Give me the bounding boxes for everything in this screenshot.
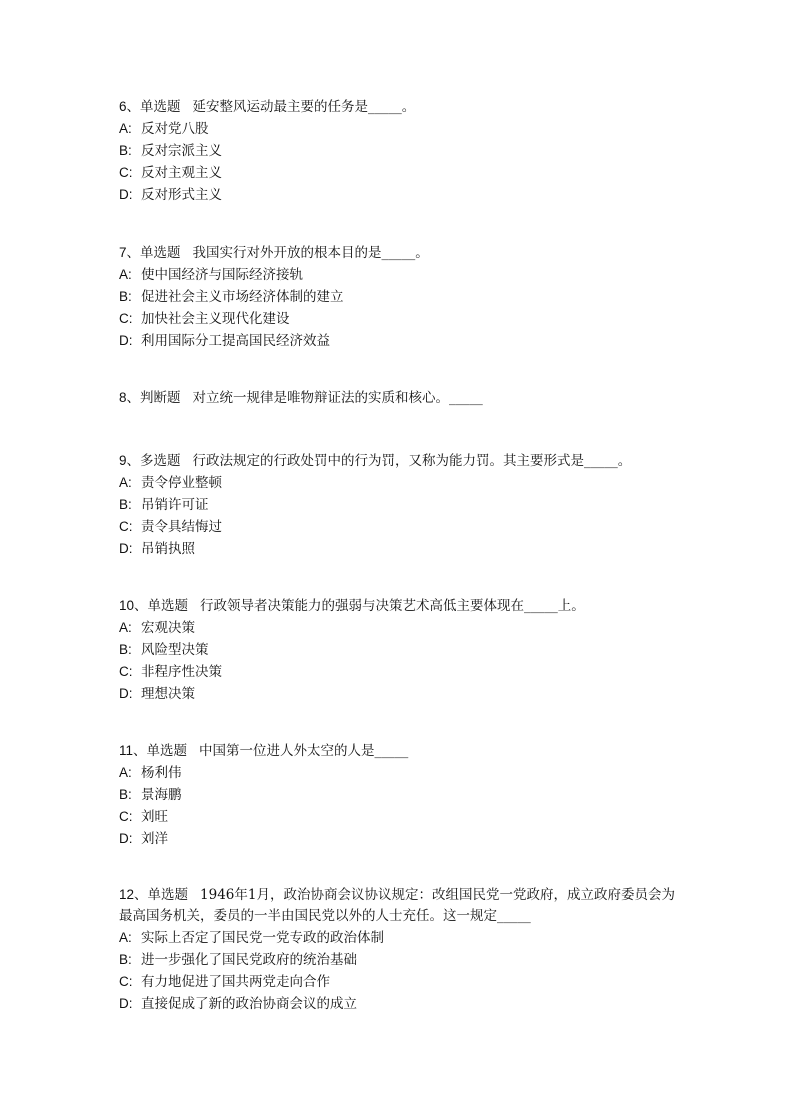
question-stem: 行政法规定的行政处罚中的行为罚，又称为能力罚。其主要形式是_____。 xyxy=(192,453,632,469)
question-8 xyxy=(119,387,679,409)
option-d xyxy=(119,683,679,705)
question-7 xyxy=(119,242,679,352)
option-label: C: xyxy=(119,809,133,824)
option-text: 有力地促进了国共两党走向合作 xyxy=(141,974,330,990)
option-label: C: xyxy=(119,974,133,989)
option-label: C: xyxy=(119,311,133,326)
option-text: 责令停业整顿 xyxy=(141,475,222,491)
question-type: 单选题 xyxy=(140,245,181,260)
option-text: 利用国际分工提高国民经济效益 xyxy=(141,333,330,349)
option-text: 实际上否定了国民党一党专政的政治体制 xyxy=(141,930,384,946)
option-text: 吊销许可证 xyxy=(141,497,209,513)
question-stem: 1946年1月，政治协商会议协议规定：改组国民党一党政府，成立政府委员会为最高国务机关，委员的一半由国民党以外的人士充任。这一规定_____ xyxy=(119,887,675,924)
option-label: B: xyxy=(119,952,132,967)
question-type: 单选题 xyxy=(147,598,189,613)
option-label: B: xyxy=(119,497,132,512)
option-a xyxy=(119,118,679,140)
option-c xyxy=(119,661,679,683)
question-12 xyxy=(119,884,679,1015)
option-label: D: xyxy=(119,996,133,1011)
option-text: 加快社会主义现代化建设 xyxy=(141,311,290,327)
option-b xyxy=(119,286,679,308)
option-label: B: xyxy=(119,143,132,158)
question-11 xyxy=(119,740,679,850)
option-text: 刘旺 xyxy=(141,809,168,825)
option-c xyxy=(119,162,679,184)
option-label: A: xyxy=(119,765,132,780)
option-text: 反对党八股 xyxy=(141,121,209,137)
question-number: 10、 xyxy=(119,598,148,613)
option-a xyxy=(119,617,679,639)
question-stem-line xyxy=(119,595,679,617)
question-number: 7、 xyxy=(119,245,141,260)
option-text: 景海鹏 xyxy=(141,787,182,803)
question-stem-line xyxy=(119,387,679,409)
option-d xyxy=(119,184,679,206)
option-d xyxy=(119,993,679,1015)
question-10 xyxy=(119,595,679,705)
question-number: 9、 xyxy=(119,453,141,468)
option-c xyxy=(119,516,679,538)
option-label: A: xyxy=(119,620,132,635)
option-label: A: xyxy=(119,930,132,945)
option-a xyxy=(119,927,679,949)
option-text: 吊销执照 xyxy=(141,541,195,557)
option-c xyxy=(119,308,679,330)
option-b xyxy=(119,140,679,162)
option-text: 反对主观主义 xyxy=(141,165,222,181)
question-stem: 延安整风运动最主要的任务是_____。 xyxy=(192,99,416,115)
option-text: 直接促成了新的政治协商会议的成立 xyxy=(141,996,357,1012)
option-a xyxy=(119,264,679,286)
question-type: 判断题 xyxy=(140,390,181,405)
question-stem-line xyxy=(119,96,679,118)
option-a xyxy=(119,762,679,784)
option-text: 宏观决策 xyxy=(141,620,195,636)
option-label: D: xyxy=(119,541,133,556)
question-stem: 对立统一规律是唯物辩证法的实质和核心。_____ xyxy=(192,390,483,406)
option-b xyxy=(119,784,679,806)
question-stem-line xyxy=(119,242,679,264)
option-label: D: xyxy=(119,831,133,846)
question-9 xyxy=(119,450,679,560)
option-text: 责令具结悔过 xyxy=(141,519,222,535)
option-text: 促进社会主义市场经济体制的建立 xyxy=(141,289,344,305)
option-text: 非程序性决策 xyxy=(141,664,222,680)
option-c xyxy=(119,806,679,828)
question-stem-line xyxy=(119,884,679,927)
option-b xyxy=(119,639,679,661)
option-d xyxy=(119,828,679,850)
question-stem-line xyxy=(119,740,679,762)
question-number: 8、 xyxy=(119,390,141,405)
option-text: 反对宗派主义 xyxy=(141,143,222,159)
option-label: D: xyxy=(119,686,133,701)
option-text: 理想决策 xyxy=(141,686,195,702)
question-number: 6、 xyxy=(119,99,141,114)
option-label: C: xyxy=(119,165,133,180)
question-type: 多选题 xyxy=(140,453,181,468)
question-type: 单选题 xyxy=(147,887,189,902)
option-text: 杨利伟 xyxy=(141,765,182,781)
option-label: C: xyxy=(119,664,133,679)
option-a xyxy=(119,472,679,494)
option-d xyxy=(119,330,679,352)
option-text: 刘洋 xyxy=(141,831,168,847)
option-label: D: xyxy=(119,187,133,202)
option-label: A: xyxy=(119,475,132,490)
option-label: A: xyxy=(119,121,132,136)
question-type: 单选题 xyxy=(140,99,181,114)
option-c xyxy=(119,971,679,993)
option-label: C: xyxy=(119,519,133,534)
question-stem: 中国第一位进人外太空的人是_____ xyxy=(199,743,409,759)
question-number: 12、 xyxy=(119,887,148,902)
question-6 xyxy=(119,96,679,206)
option-label: B: xyxy=(119,787,132,802)
option-text: 进一步强化了国民党政府的统治基础 xyxy=(141,952,357,968)
question-number: 11、 xyxy=(119,743,147,758)
option-d xyxy=(119,538,679,560)
option-b xyxy=(119,949,679,971)
option-label: A: xyxy=(119,267,132,282)
option-label: B: xyxy=(119,289,132,304)
option-b xyxy=(119,494,679,516)
question-stem: 我国实行对外开放的根本目的是_____。 xyxy=(192,245,429,261)
option-text: 使中国经济与国际经济接轨 xyxy=(141,267,303,283)
question-stem: 行政领导者决策能力的强弱与决策艺术高低主要体现在_____上。 xyxy=(200,598,585,614)
question-type: 单选题 xyxy=(146,743,188,758)
option-text: 反对形式主义 xyxy=(141,187,222,203)
option-text: 风险型决策 xyxy=(141,642,209,658)
question-stem-line xyxy=(119,450,679,472)
option-label: B: xyxy=(119,642,132,657)
option-label: D: xyxy=(119,333,133,348)
